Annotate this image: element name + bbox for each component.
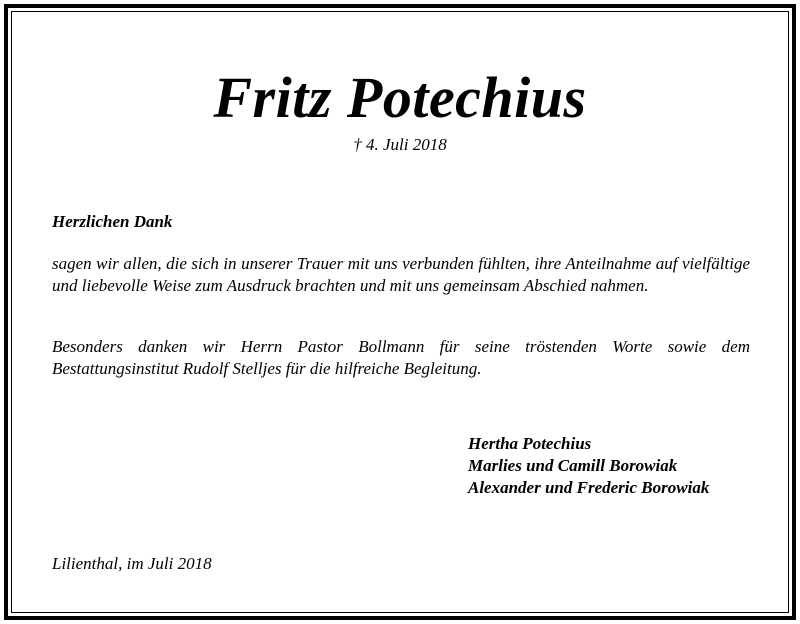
place-date: Lilienthal, im Juli 2018 (52, 554, 212, 573)
thanks-heading: Herzlichen Dank (52, 212, 173, 231)
signature-line: Hertha Potechius (468, 434, 592, 453)
deceased-name: Fritz Potechius (213, 65, 587, 130)
thanks-paragraph-1: sagen wir allen, die sich in unserer Trauer mit uns verbunden fühlten, ihre Anteilnahme auf vielfältige und liebevolle Weise zum Ausdruck brachten und mit uns gemeinsam Abschied nahmen. (52, 254, 750, 295)
signatures (468, 433, 709, 499)
signature-line: Marlies und Camill Borowiak (468, 456, 678, 475)
thanks-paragraph-2: Besonders danken wir Herrn Pastor Bollmann für seine tröstenden Worte sowie dem Bestattungsinstitut Rudolf Stelljes für die hilfreiche Begleitung. (52, 337, 750, 378)
death-date: † 4. Juli 2018 (353, 135, 447, 154)
signature-line: Alexander und Frederic Borowiak (468, 478, 710, 497)
